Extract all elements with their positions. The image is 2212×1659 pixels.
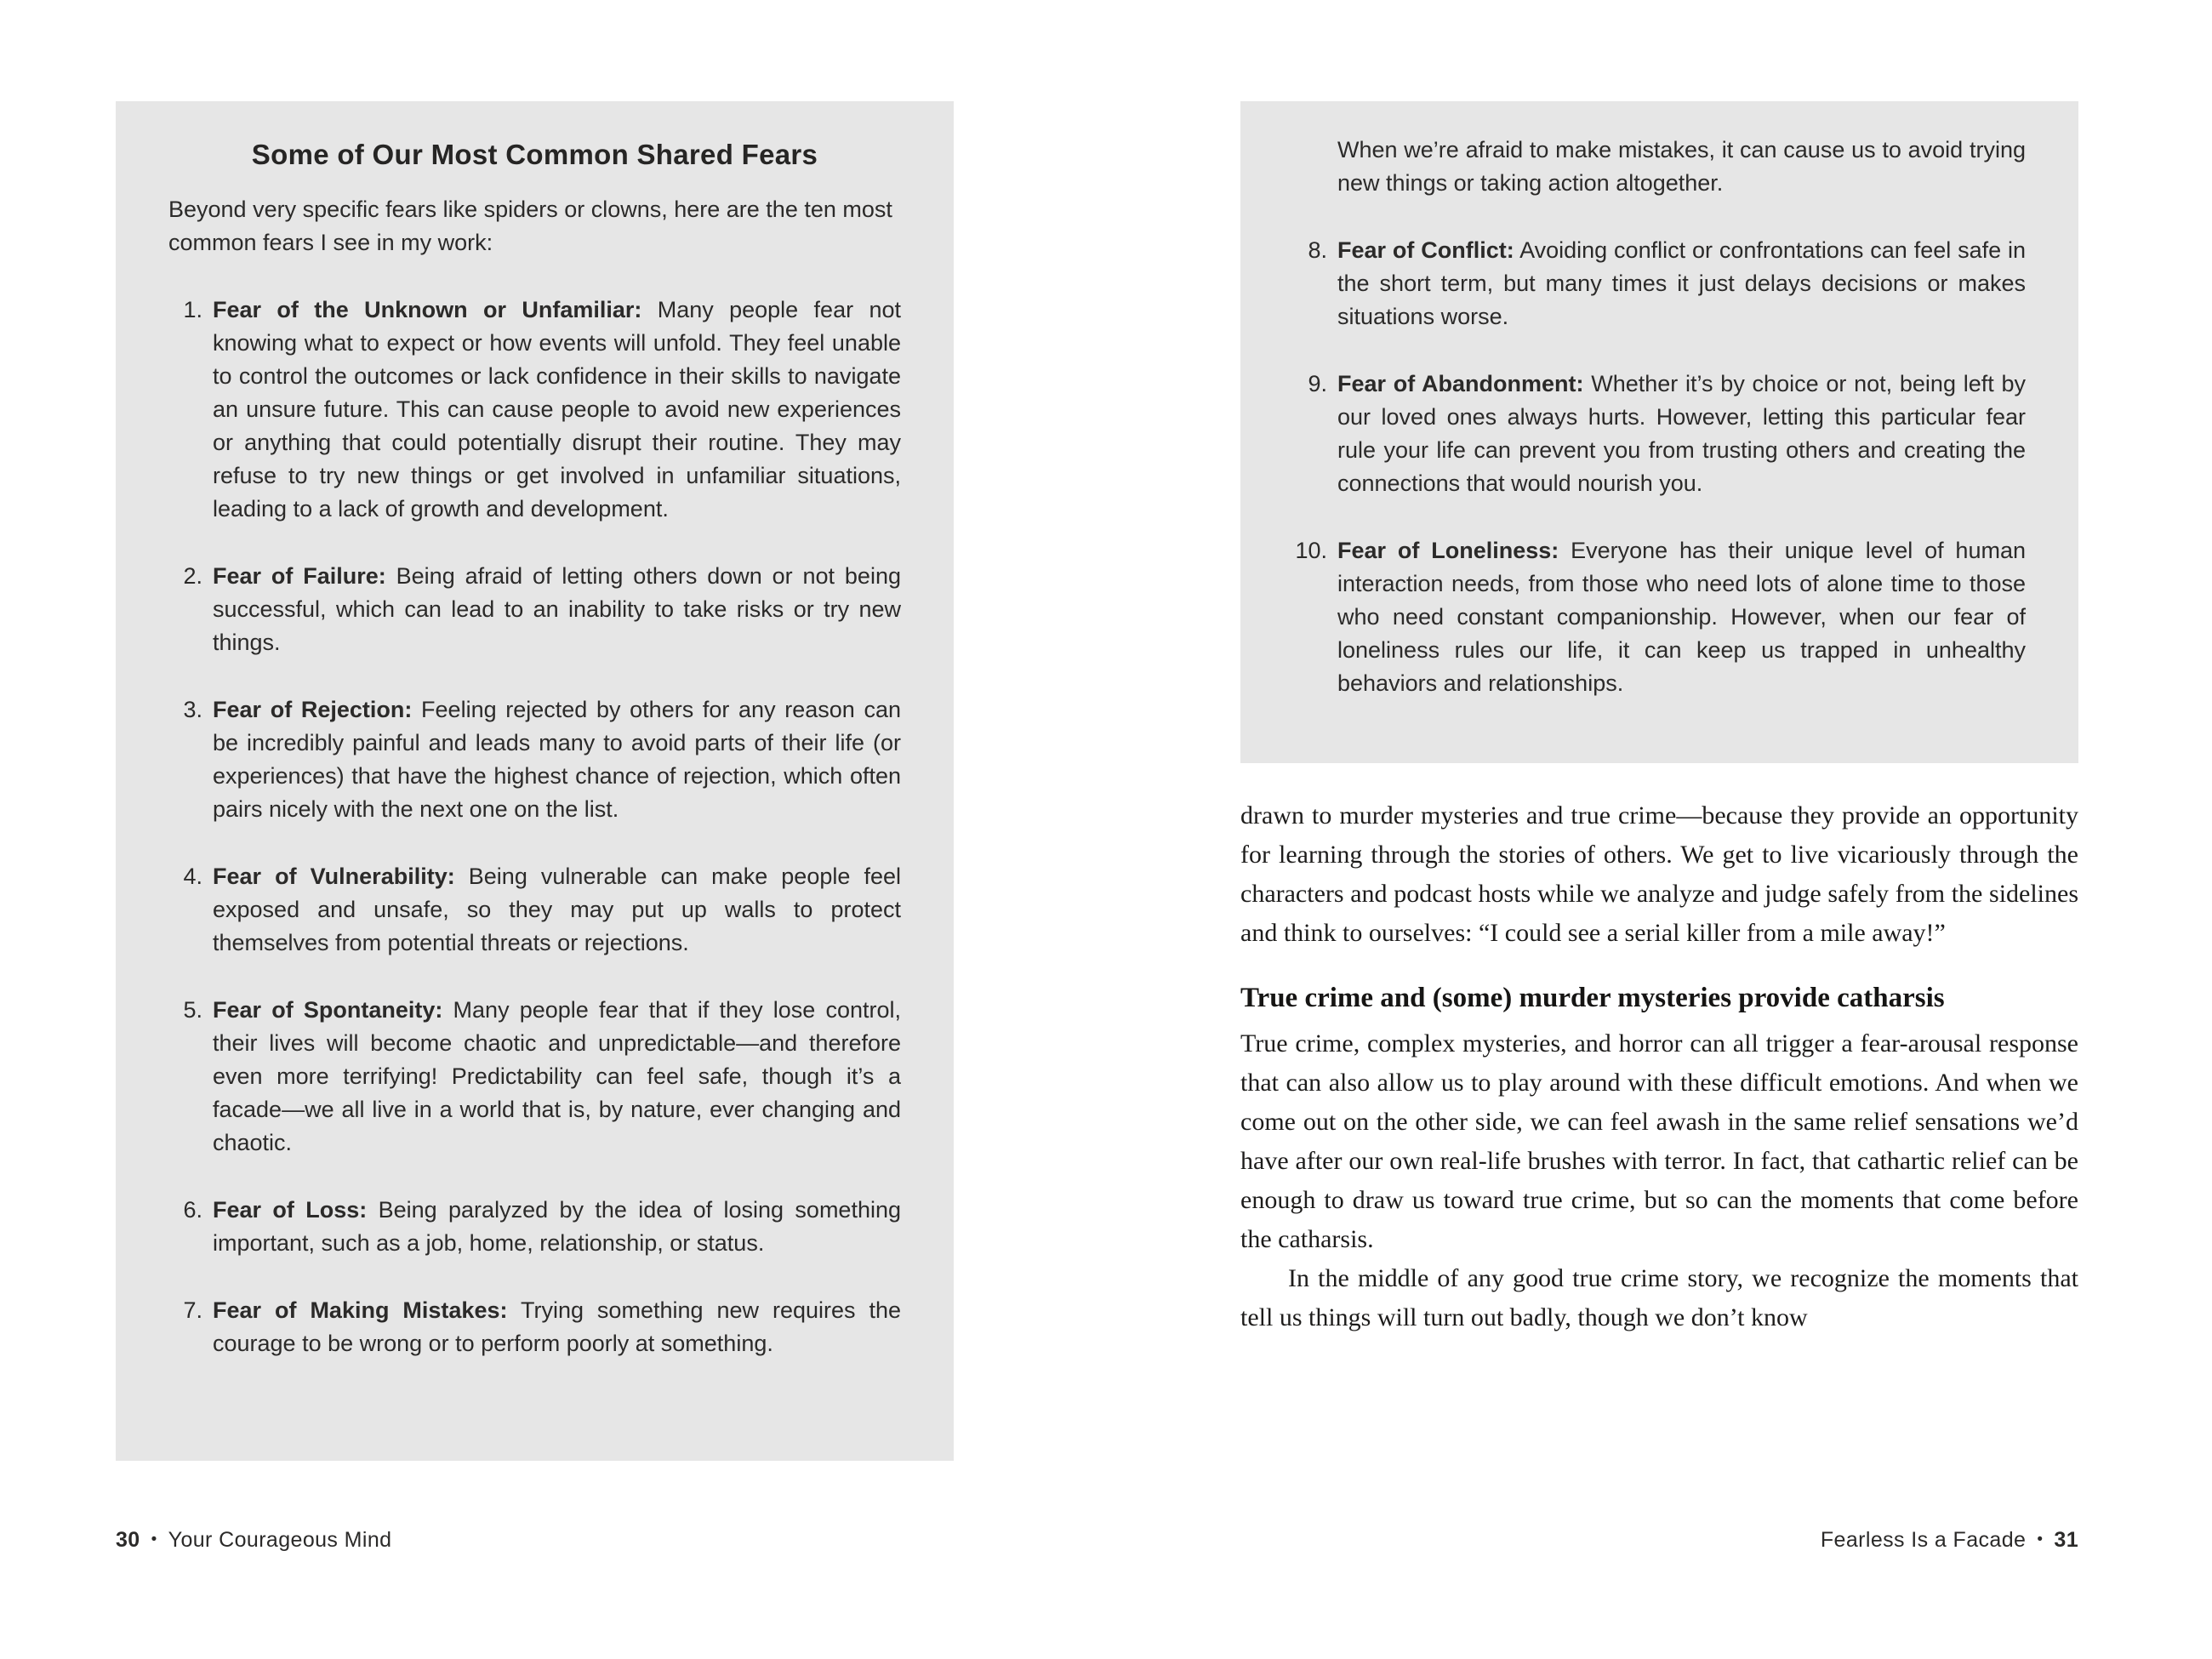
footer-left — [116, 1528, 391, 1553]
fear-list-item — [168, 994, 901, 1160]
item-term: Fear of Loss: — [213, 1197, 368, 1223]
item-text — [213, 994, 901, 1160]
page-number-left: 30 — [116, 1528, 140, 1552]
shared-fears-box — [116, 101, 954, 1461]
fears-list-1-7 — [168, 294, 901, 1360]
item-text — [1337, 534, 2026, 700]
body-paragraph-3: In the middle of any good true crime story, we recognize the moments that tell us things will turn out badly, though we don’t know — [1240, 1264, 2078, 1331]
item-number: 1. — [183, 297, 202, 322]
item-description: Many people fear that if they lose control, their lives will become chaotic and unpredictable—and therefore even more terrifying! Predictability can feel safe, though it’s a facade—we all live in a world that is, by nature, ever changing and chaotic. — [213, 997, 902, 1155]
fear-list-item — [168, 1194, 901, 1260]
shared-fears-box-continued — [1240, 101, 2078, 763]
item-text — [213, 294, 901, 526]
item-term: Fear of Making Mistakes: — [213, 1297, 508, 1323]
item-description: Many people fear not knowing what to expect or how events will unfold. They feel unable to control the outcomes or lack confidence in their skills to navigate an unsure future. This can cause people to avoid new experiences or anything that could potentially disrupt their routine. They may refuse to try new things or get involved in unfamiliar situations, leading to a lack of growth and development. — [213, 297, 901, 522]
item-term: Fear of Spontaneity: — [213, 997, 443, 1023]
item-number: 4. — [183, 864, 202, 889]
item-description: Everyone has their unique level of human interaction needs, from those who need lots of alone time to those who need constant companionship. However, when our fear of loneliness rules our life, it can keep us trapped in unhealthy behaviors and relationships. — [1337, 538, 2026, 696]
fear-list-item — [168, 860, 901, 960]
item-number: 10. — [1295, 538, 1327, 563]
item-description: Trying something new requires the courage to be wrong or to perform poorly at something. — [213, 1297, 902, 1356]
section-heading: True crime and (some) murder mysteries provide catharsis — [1240, 983, 1945, 1013]
item-description: Being afraid of letting others down or not being successful, which can lead to an inability to take risks or try new things. — [213, 563, 901, 655]
item-text — [213, 1194, 901, 1260]
fear-list-item — [1293, 368, 2026, 500]
body-paragraph-1: drawn to murder mysteries and true crime—because they provide an opportunity for learning through the stories of others. We get to live vicariously through the characters and podcast hosts while we analyze and judge safely from the sidelines and think to ourselves: “I could see a serial killer from a mile away!” — [1240, 801, 2078, 947]
item-term: Fear of Failure: — [213, 563, 386, 589]
item-text — [213, 1294, 901, 1360]
item-term: Fear of Rejection: — [213, 697, 413, 722]
body-text — [1240, 796, 2078, 1337]
item-term: Fear of Conflict: — [1337, 237, 1514, 263]
running-title-right: Fearless Is a Facade — [1820, 1528, 2027, 1552]
item-term: Fear of Vulnerability: — [213, 864, 455, 889]
fear-list-item — [168, 1294, 901, 1360]
item-term: Fear of Abandonment: — [1337, 371, 1584, 396]
page-number-right: 31 — [2054, 1528, 2078, 1552]
box-intro: Beyond very specific fears like spiders or clowns, here are the ten most common fears I see in my work: — [168, 197, 892, 255]
item-description: Feeling rejected by others for any reason can be incredibly painful and leads many to avoid parts of their life (or experiences) that have the highest chance of rejection, which often pairs nicely with the next one on the list. — [213, 697, 901, 822]
item-text — [213, 860, 901, 960]
item-description: Being vulnerable can make people feel exposed and unsafe, so they may put up walls to protect themselves from potential threats or rejections. — [213, 864, 901, 955]
fear-list-item — [168, 560, 901, 659]
item-number: 8. — [1308, 237, 1327, 263]
item-number: 9. — [1308, 371, 1327, 396]
item-number: 2. — [183, 563, 202, 589]
item-number: 7. — [183, 1297, 202, 1323]
item-number: 3. — [183, 697, 202, 722]
item-description: Whether it’s by choice or not, being left by our loved ones always hurts. However, letting this particular fear rule your life can prevent you from trusting others and creating the connections that would nourish you. — [1337, 371, 2026, 496]
item-description: Avoiding conflict or confrontations can feel safe in the short term, but many times it just delays decisions or makes situations worse. — [1337, 237, 2026, 329]
footer-separator-right: • — [2037, 1531, 2044, 1548]
page-right — [1106, 0, 2212, 1659]
item-term: Fear of Loneliness: — [1337, 538, 1559, 563]
fear-list-item — [1293, 534, 2026, 700]
item-text — [1337, 368, 2026, 500]
item-text — [213, 560, 901, 659]
item-text — [213, 693, 901, 826]
item-7-continuation: When we’re afraid to make mistakes, it can cause us to avoid trying new things or taking action altogether. — [1337, 137, 2026, 196]
item-number: 6. — [183, 1197, 202, 1223]
fear-list-item — [1293, 234, 2026, 334]
fears-list-8-10 — [1293, 234, 2026, 700]
footer-separator-left: • — [151, 1531, 157, 1548]
fear-list-item — [168, 693, 901, 826]
box-title: Some of Our Most Common Shared Fears — [251, 139, 818, 170]
item-term: Fear of the Unknown or Unfamiliar: — [213, 297, 642, 322]
footer-right — [1821, 1528, 2078, 1553]
item-description: Being paralyzed by the idea of losing something important, such as a job, home, relationship, or status. — [213, 1197, 901, 1256]
fear-list-item — [168, 294, 901, 526]
body-paragraph-2: True crime, complex mysteries, and horror can all trigger a fear-arousal response that can also allow us to play around with these difficult emotions. And when we come out on the other side, we can feel awash in the same relief sensations we’d have after our own real-life brushes with terror. In fact, that cathartic relief can be enough to draw us toward true crime, but so can the moments that come before the catharsis. — [1240, 1029, 2078, 1253]
running-title-left: Your Courageous Mind — [168, 1528, 392, 1552]
item-text — [1337, 234, 2026, 334]
item-number: 5. — [183, 997, 202, 1023]
